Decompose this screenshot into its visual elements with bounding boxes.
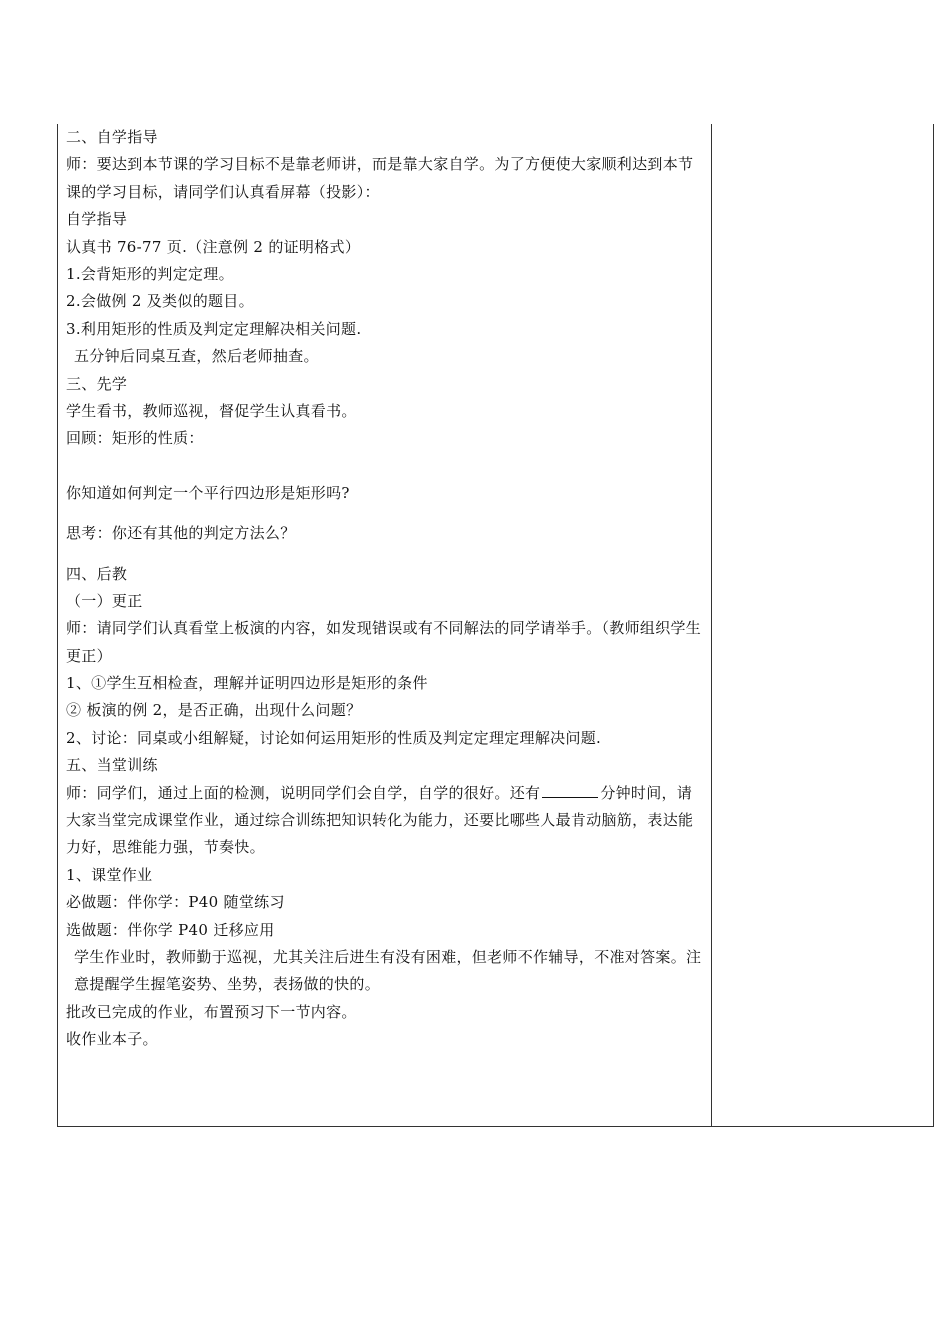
list-item: 选做题：伴你学 P40 迁移应用 — [66, 920, 275, 939]
paragraph: 批改已完成的作业，布置预习下一节内容。 — [66, 1002, 357, 1021]
lesson-table — [57, 124, 934, 1127]
section-heading-self-study: 二、自学指导 — [66, 128, 158, 146]
paragraph: 思考：你还有其他的判定方法么？ — [66, 524, 296, 543]
section-heading-in-class-training: 五、当堂训练 — [66, 756, 158, 775]
fill-in-blank — [542, 781, 598, 798]
paragraph-part: 分钟时间，请大家当堂完成课堂作业，通过综合训练把知识转化为能力，还要比哪些人最肯动脑筋，表达能力好，思维能力强，节奏快。 — [66, 783, 694, 857]
paragraph: 收作业本子。 — [66, 1030, 158, 1049]
right-column-empty — [712, 124, 933, 1126]
list-item: 3.利用矩形的性质及判定定理解决相关问题. — [66, 319, 362, 338]
paragraph: 回顾：矩形的性质： — [66, 429, 204, 448]
sub-heading: （一）更正 — [66, 591, 143, 610]
section-heading-pre-learning: 三、先学 — [66, 374, 128, 393]
list-item: 认真书 76-77 页.（注意例 2 的证明格式） — [66, 237, 361, 256]
list-item: ② 板演的例 2，是否正确，出现什么问题？ — [66, 701, 362, 720]
list-item: 必做题：伴你学：P40 随堂练习 — [66, 893, 285, 912]
list-item: 2、讨论：同桌或小组解疑，讨论如何运用矩形的性质及判定定理定理解决问题. — [66, 728, 602, 747]
paragraph-part: 师：同学们，通过上面的检测，说明同学们会自学，自学的很好。还有 — [66, 783, 541, 802]
section-heading-post-teaching: 四、后教 — [66, 564, 128, 583]
list-item: 1、①学生互相检查，理解并证明四边形是矩形的条件 — [66, 674, 428, 693]
paragraph — [66, 780, 706, 862]
list-item: 2.会做例 2 及类似的题目。 — [66, 292, 254, 311]
list-item: 1.会背矩形的判定定理。 — [66, 264, 234, 283]
sub-heading: 1、课堂作业 — [66, 865, 153, 884]
sub-heading: 自学指导 — [66, 210, 128, 229]
paragraph: 师：请同学们认真看堂上板演的内容，如发现错误或有不同解法的同学请举手。（教师组织学生更正） — [66, 619, 702, 665]
paragraph: 学生作业时，教师勤于巡视，尤其关注后进生有没有困难，但老师不作辅导，不准对答案。注意提醒学生握笔姿势、坐势，表扬做的快的。 — [74, 948, 702, 994]
paragraph: 学生看书，教师巡视，督促学生认真看书。 — [66, 401, 357, 420]
left-column-content — [66, 124, 706, 1054]
paragraph: 师：要达到本节课的学习目标不是靠老师讲，而是靠大家自学。为了方便使大家顺利达到本节课的学习目标，请同学们认真看屏幕（投影）： — [66, 155, 694, 201]
paragraph: 五分钟后同桌互查，然后老师抽查。 — [74, 347, 319, 366]
paragraph: 你知道如何判定一个平行四边形是矩形吗? — [66, 483, 350, 502]
